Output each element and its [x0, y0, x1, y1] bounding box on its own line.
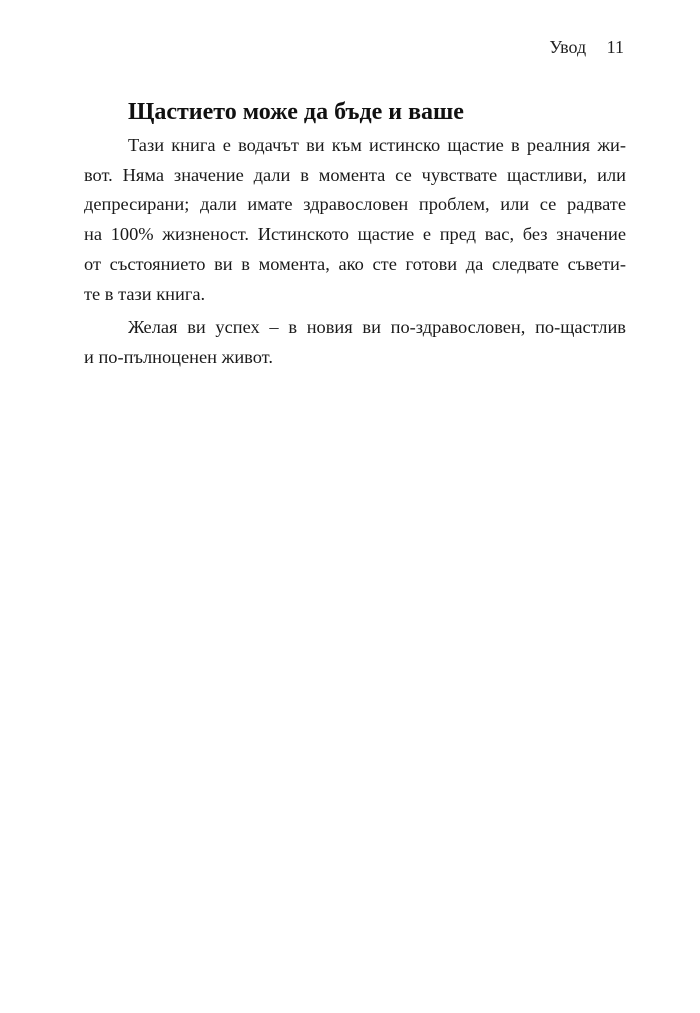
page-content: [84, 95, 626, 373]
text-line: депресирани; дали имате здравословен проблем, или се радвате: [84, 194, 626, 215]
paragraph: [84, 131, 626, 309]
text-line: Тази книга е водачът ви към истинско щастие в реалния жи-: [128, 135, 626, 155]
page-number: 11: [606, 37, 624, 57]
text-line: вот. Няма значение дали в момента се чувствате щастливи, или: [84, 164, 626, 185]
text-line: те в тази книга.: [84, 283, 206, 304]
section-heading: Щастието може да бъде и ваше: [128, 99, 464, 125]
text-line: и по-пълноценен живот.: [84, 346, 273, 367]
text-line: на 100% жизненост. Истинското щастие е пред вас, без значение: [84, 224, 626, 245]
section-title: Увод: [549, 37, 587, 57]
running-header: [549, 36, 624, 58]
text-line: от състоянието ви в момента, ако сте готови да следвате съвети-: [84, 253, 626, 274]
text-line: Желая ви успех – в новия ви по-здравословен, по-щастлив: [128, 317, 626, 338]
paragraph: [84, 313, 626, 372]
